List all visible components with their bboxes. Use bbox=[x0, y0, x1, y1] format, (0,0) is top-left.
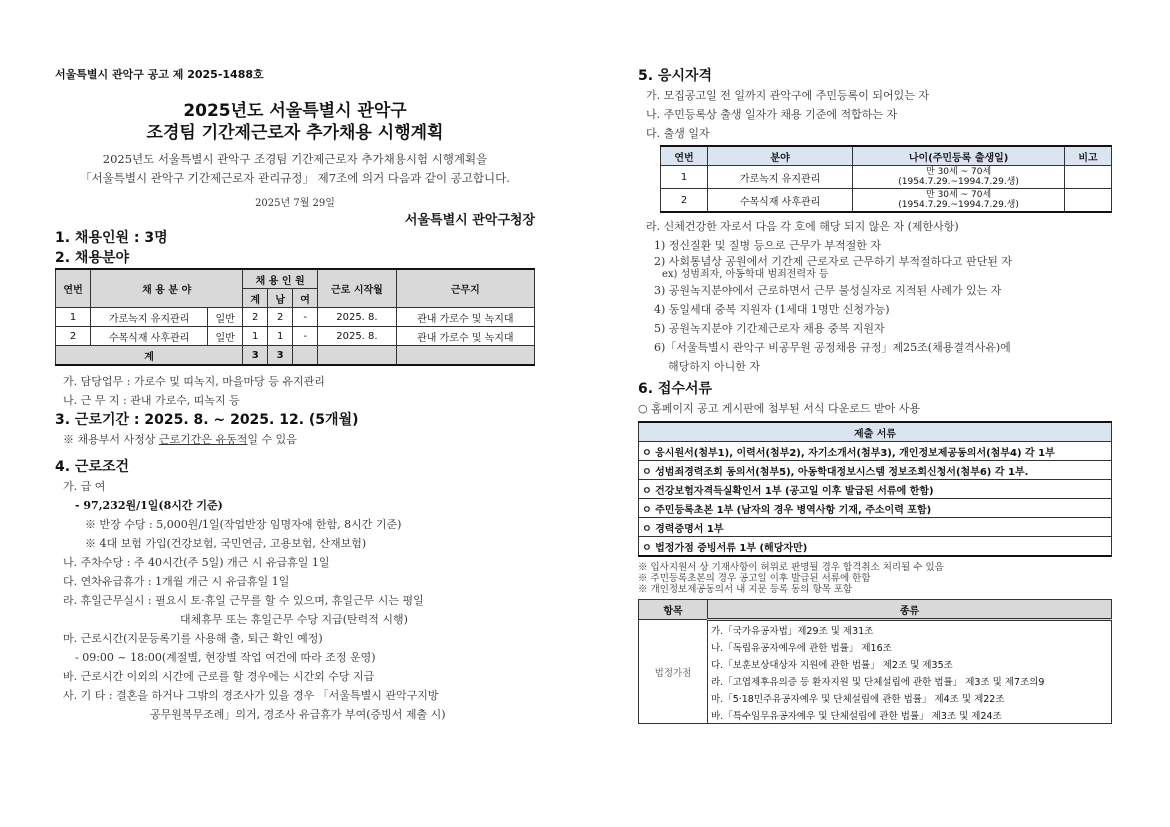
restriction-heading: 라. 신체건강한 자로서 다음 각 호에 해당 되지 않은 자 (제한사항) bbox=[646, 220, 959, 233]
th: 근로 시작월 bbox=[318, 269, 397, 308]
cell: 나.「독립유공자예우에 관한 법률」 제16조 bbox=[708, 638, 1112, 655]
cell: 1 bbox=[56, 308, 91, 327]
list-item: ※ 반장 수당 : 5,000원/1일(작업반장 임명자에 한함, 8시간 기준) bbox=[85, 518, 402, 531]
list-item: 5) 공원녹지분야 기간제근로자 채용 중복 지원자 bbox=[654, 322, 885, 335]
cell: 만 30세 ~ 70세 bbox=[926, 167, 992, 177]
cell: (1954.7.29.~1994.7.29.생) bbox=[898, 177, 1019, 187]
cell: (1954.7.29.~1994.7.29.생) bbox=[898, 200, 1019, 210]
cell: ㅇ 성범죄경력조회 동의서(첨부5), 아동학대정보시스템 정보조회신청서(첨부6) 각 1부. bbox=[639, 461, 1112, 480]
list-item: 사. 기 타 : 결혼을 하거나 그밖의 경조사가 있을 경우 「서울특별시 관악구지방 bbox=[63, 689, 439, 702]
issuer: 서울특별시 관악구청장 bbox=[404, 213, 535, 228]
cell: 1 bbox=[268, 327, 293, 346]
list-item: 나. 근 무 지 : 관내 가로수, 띠녹지 등 bbox=[63, 394, 240, 407]
section-3: 3. 근로기간 : 2025. 8. ~ 2025. 12. (5개월) bbox=[55, 412, 359, 428]
notice-number: 서울특별시 관악구 공고 제 2025-1488호 bbox=[55, 68, 264, 81]
th: 분야 bbox=[708, 146, 853, 166]
th: 남 bbox=[268, 289, 293, 308]
cell: 라.「고엽제후유의증 등 환자지원 및 단체설립에 관한 법률」 제3조 및 제7조의9 bbox=[708, 672, 1112, 689]
right-column bbox=[638, 66, 1112, 724]
th: 근무지 bbox=[396, 269, 534, 308]
section-2: 2. 채용분야 bbox=[55, 250, 130, 266]
list-item: 라. 휴일근무실시 : 필요시 토·휴일 근무를 할 수 있으며, 휴일근무 시는 평일 bbox=[63, 594, 424, 607]
section-6-note: ○ 홈페이지 공고 게시판에 첨부된 서식 다운로드 받아 사용 bbox=[638, 402, 920, 415]
table-row bbox=[639, 461, 1112, 480]
th: 제출 서류 bbox=[639, 422, 1112, 442]
row-label: 법정가점 bbox=[639, 620, 708, 724]
list-item: 가. 담당업무 : 가로수 및 띠녹지, 마을마당 등 유지관리 bbox=[63, 375, 325, 388]
list-item: 다. 출생 일자 bbox=[646, 127, 710, 140]
note-text: ※ 채용부서 사정상 bbox=[63, 433, 159, 446]
list-item: 2) 사회통념상 공원에서 기간제 근로자로 근무하기 부적절하다고 판단된 자 bbox=[654, 255, 1013, 268]
section-3-note bbox=[55, 430, 535, 449]
section-5-items bbox=[638, 86, 1112, 143]
cell: ㅇ 응시원서(첨부1), 이력서(첨부2), 자기소개서(첨부3), 개인정보제공동의서(첨부4) 각 1부 bbox=[639, 442, 1112, 461]
cell: 다.「보훈보상대상자 지원에 관한 법률」 제2조 및 제35조 bbox=[708, 655, 1112, 672]
cell: 2 bbox=[268, 308, 293, 327]
cell: 계 bbox=[56, 346, 243, 366]
age-table bbox=[660, 145, 1112, 213]
cell: 일반 bbox=[208, 308, 243, 327]
title-line: 조경팀 기간제근로자 추가채용 시행계획 bbox=[146, 123, 444, 143]
list-item: - 97,232원/1일(8시간 기준) bbox=[75, 499, 223, 512]
left-column bbox=[55, 66, 535, 724]
cell: ㅇ 법정가점 증빙서류 1부 (해당자만) bbox=[639, 537, 1112, 557]
table-row bbox=[661, 166, 1112, 189]
table-row bbox=[639, 442, 1112, 461]
cell: 3 bbox=[268, 346, 293, 366]
list-item: 6)「서울특별시 관악구 비공무원 공정채용 규정」제25조(채용결격사유)에 bbox=[654, 341, 1011, 354]
th: 연번 bbox=[56, 269, 91, 308]
note-underline: 근로기간은 유동적 bbox=[158, 433, 248, 446]
cell: 가.「국가유공자법」제29조 및 제31조 bbox=[708, 620, 1112, 639]
cell: 2 bbox=[661, 189, 708, 213]
date: 2025년 7월 29일 bbox=[255, 198, 335, 209]
cell: 마.「5·18민주유공자예우 및 단체설립에 관한 법률」 제4조 및 제22조 bbox=[708, 689, 1112, 706]
section-4-items bbox=[55, 477, 535, 724]
list-item: 다. 연차유급휴가 : 1개월 개근 시 유급휴일 1일 bbox=[63, 575, 290, 588]
table-row bbox=[661, 189, 1112, 213]
list-item: 공무원복무조례」의거, 경조사 유급휴가 부여(증빙서 제출 시) bbox=[150, 708, 446, 721]
cell: 2025. 8. bbox=[318, 308, 397, 327]
cell: 2025. 8. bbox=[318, 327, 397, 346]
table-row bbox=[639, 537, 1112, 557]
list-item: 나. 주차수당 : 주 40시간(주 5일) 개근 시 유급휴일 1일 bbox=[63, 556, 330, 569]
list-item: ex) 성범죄자, 아동학대 범죄전력자 등 bbox=[662, 269, 829, 280]
intro-line: 「서울특별시 관악구 기간제근로자 관리규정」 제7조에 의거 다음과 같이 공고합니다. bbox=[80, 171, 510, 185]
cell: 1 bbox=[661, 166, 708, 189]
page-title bbox=[55, 100, 535, 144]
list-item: 3) 공원녹지분야에서 근로하면서 근무 불성실자로 지적된 사례가 있는 자 bbox=[654, 284, 1002, 297]
table-row bbox=[56, 308, 535, 327]
cell: 만 30세 ~ 70세 bbox=[926, 190, 992, 200]
title-line: 2025년도 서울특별시 관악구 bbox=[183, 101, 407, 121]
th: 여 bbox=[293, 289, 318, 308]
section-6: 6. 접수서류 bbox=[638, 381, 713, 397]
list-item: 나. 주민등록상 출생 일자가 채용 기준에 적합하는 자 bbox=[646, 108, 898, 121]
list-item: ※ 4대 보험 가입(건강보험, 국민연금, 고용보험, 산재보험) bbox=[85, 537, 367, 550]
intro bbox=[55, 150, 535, 188]
th: 비고 bbox=[1065, 146, 1112, 166]
list-item: 4) 동일세대 중복 지원자 (1세대 1명만 신청가능) bbox=[654, 303, 890, 316]
cell: 수목식재 사후관리 bbox=[91, 327, 208, 346]
list-item: 1) 정신질환 및 질병 등으로 근무가 부적절한 자 bbox=[654, 239, 882, 252]
list-item: 바. 근로시간 이외의 시간에 근로를 할 경우에는 시간외 수당 지급 bbox=[63, 670, 375, 683]
table-row bbox=[639, 480, 1112, 499]
section-1: 1. 채용인원 : 3명 bbox=[55, 230, 168, 246]
document-notes bbox=[638, 562, 1112, 595]
list-item: 마. 근로시간(지문등록기를 사용해 출, 퇴근 확인 예정) bbox=[63, 632, 323, 645]
note: ※ 입사지원서 상 기재사항이 허위로 판명될 경우 합격취소 처리될 수 있음 bbox=[638, 562, 944, 573]
th: 계 bbox=[243, 289, 268, 308]
th: 채 용 분 야 bbox=[91, 269, 243, 308]
cell: ㅇ 경력증명서 1부 bbox=[639, 518, 1112, 537]
cell: - bbox=[293, 308, 318, 327]
cell: 가로녹지 유지관리 bbox=[708, 166, 853, 189]
cell: 1 bbox=[243, 327, 268, 346]
th: 항목 bbox=[639, 600, 708, 620]
cell: 3 bbox=[243, 346, 268, 366]
total-row bbox=[56, 346, 535, 366]
bonus-points-table bbox=[638, 599, 1112, 724]
list-item: 대체휴무 또는 휴일근무 수당 지급(탄력적 시행) bbox=[180, 613, 408, 626]
section-2-items bbox=[55, 372, 535, 410]
th: 연번 bbox=[661, 146, 708, 166]
list-item: 해당하지 아니한 자 bbox=[668, 360, 761, 373]
section-5: 5. 응시자격 bbox=[638, 68, 713, 84]
cell: 관내 가로수 및 녹지대 bbox=[396, 327, 534, 346]
list-item: - 09:00 ~ 18:00(계절별, 현장별 작업 여건에 따라 조정 운영) bbox=[75, 651, 376, 664]
note: ※ 개인정보제공동의서 내 지문 등록 동의 항목 포함 bbox=[638, 584, 853, 595]
th: 종류 bbox=[708, 600, 1112, 620]
th: 나이(주민등록 출생일) bbox=[853, 146, 1065, 166]
cell: 관내 가로수 및 녹지대 bbox=[396, 308, 534, 327]
restriction-items bbox=[638, 236, 1112, 376]
table-row bbox=[639, 518, 1112, 537]
cell: 가로녹지 유지관리 bbox=[91, 308, 208, 327]
table-row bbox=[639, 499, 1112, 518]
cell: 수목식재 사후관리 bbox=[708, 189, 853, 213]
note-text: 일 수 있음 bbox=[247, 433, 297, 446]
note: ※ 주민등록초본의 경우 공고일 이후 발급된 서류에 한함 bbox=[638, 573, 871, 584]
table-row bbox=[56, 327, 535, 346]
documents-table bbox=[638, 421, 1112, 557]
list-item: 가. 모집공고일 전 일까지 관악구에 주민등록이 되어있는 자 bbox=[646, 89, 929, 102]
section-4: 4. 근로조건 bbox=[55, 459, 130, 475]
cell: ㅇ 주민등록초본 1부 (남자의 경우 병역사항 기재, 주소이력 포함) bbox=[639, 499, 1112, 518]
cell: 일반 bbox=[208, 327, 243, 346]
cell: ㅇ 건강보험자격득실확인서 1부 (공고일 이후 발급된 서류에 한함) bbox=[639, 480, 1112, 499]
cell: - bbox=[293, 327, 318, 346]
th: 채 용 인 원 bbox=[243, 269, 318, 289]
list-item: 가. 급 여 bbox=[63, 480, 106, 493]
intro-line: 2025년도 서울특별시 관악구 조경팀 기간제근로자 추가채용시험 시행계획을 bbox=[102, 152, 488, 166]
cell: 2 bbox=[56, 327, 91, 346]
recruitment-table bbox=[55, 268, 535, 366]
cell: 바.「특수임무유공자예우 및 단체설립에 관한 법률」 제3조 및 제24조 bbox=[708, 706, 1112, 724]
cell: 2 bbox=[243, 308, 268, 327]
